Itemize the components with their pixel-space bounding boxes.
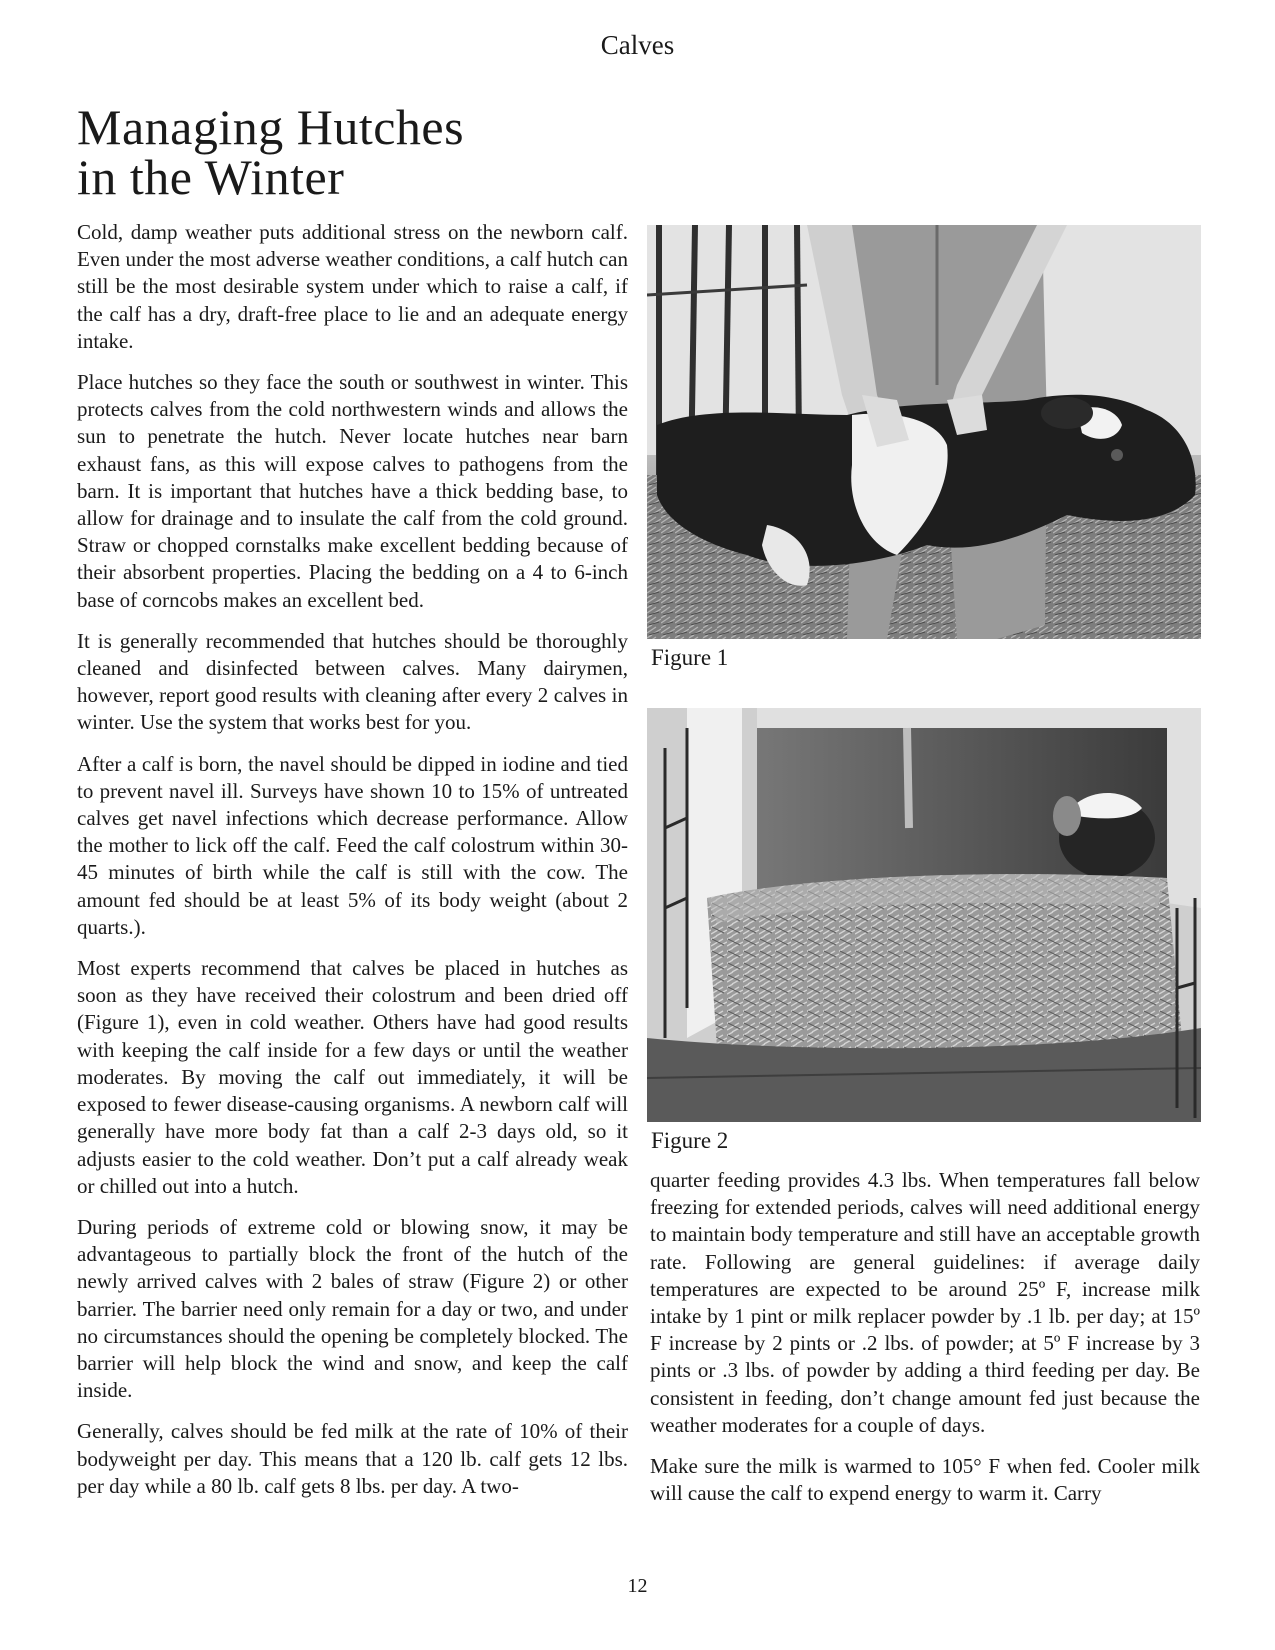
paragraph: After a calf is born, the navel should be dipped in iodine and tied to prevent navel ill. Surveys have shown 10 to 15% of untreated calves get navel infections which decrease performance. Allow the mother to lick off the calf. Feed the calf colostrum within 30-45 minutes of birth while the calf is still with the cow. The amount fed should be at least 5% of its body weight (about 2 quarts.). (77, 751, 628, 939)
running-head: Calves (600, 30, 675, 60)
figure-1 (647, 225, 1201, 671)
figure-2-caption: Figure 2 (651, 1128, 729, 1153)
paragraph: It is generally recommended that hutches should be thoroughly cleaned and disinfected between calves. Many dairymen, however, report good results with cleaning after every 2 calves in winter. Use the system that works best for you. (77, 628, 628, 735)
figure-2 (647, 708, 1201, 1154)
paragraph: Cold, damp weather puts additional stress on the newborn calf. Even under the most adverse weather conditions, a calf hutch can still be the most desirable system under which to raise a calf, if the calf has a dry, draft-free place to lie and an adequate energy intake. (77, 220, 628, 353)
left-column (77, 219, 628, 1514)
figure-1-photo (647, 225, 1201, 639)
paragraph: quarter feeding provides 4.3 lbs. When temperatures fall below freezing for extended periods, calves will need additional energy to maintain body temperature and still have an acceptable growth rate. Following are general guidelines: if average daily temperatures are expected to be around 25º F, increase milk intake by 1 pint or milk replacer powder by .1 lb. per day; at 15º F increase by 2 pints or .2 lbs. of powder; at 5º F increase by 3 pints or .3 lbs. of powder by adding a third feeding per day. Be consistent in feeding, don’t change amount fed just because the weather moderates for a couple of days. (650, 1168, 1200, 1437)
title-line-2: in the Winter (77, 149, 345, 205)
paragraph: Generally, calves should be fed milk at the rate of 10% of their bodyweight per day. This means that a 120 lb. calf gets 12 lbs. per day while a 80 lb. calf gets 8 lbs. per day. A two- (77, 1419, 628, 1498)
title-line-1: Managing Hutches (77, 99, 465, 155)
page-title (77, 99, 465, 205)
figure-1-caption: Figure 1 (651, 645, 729, 670)
paragraph: Make sure the milk is warmed to 105° F when fed. Cooler milk will cause the calf to expend energy to warm it. Carry (650, 1454, 1200, 1506)
page-number: 12 (627, 1575, 648, 1597)
paragraph: Place hutches so they face the south or southwest in winter. This protects calves from the cold northwestern winds and allows the sun to penetrate the hutch. Never locate hutches near barn exhaust fans, as this will expose calves to pathogens from the barn. It is important that hutches have a thick bedding base, to allow for drainage and to insulate the calf from the cold ground. Straw or chopped cornstalks make excellent bedding because of their absorbent properties. Placing the bedding on a 4 to 6-inch base of corncobs makes an excellent bed. (77, 370, 628, 612)
right-column (650, 1167, 1200, 1521)
figure-2-photo (647, 708, 1201, 1122)
paragraph: Most experts recommend that calves be placed in hutches as soon as they have received their colostrum and been dried off (Figure 1), even in cold weather. Others have had good results with keeping the calf inside for a few days or until the weather moderates. By moving the calf out immediately, it will be exposed to fewer disease-causing organisms. A newborn calf will generally have more body fat than a calf 2-3 days old, so it adjusts easier to the cold weather. Don’t put a calf already weak or chilled out into a hutch. (77, 956, 628, 1198)
paragraph: During periods of extreme cold or blowing snow, it may be advantageous to partially block the front of the hutch of the newly arrived calves with 2 bales of straw (Figure 2) or other barrier. The barrier need only remain for a day or two, and under no circumstances should the opening be completely blocked. The barrier will help block the wind and snow, and keep the calf inside. (77, 1214, 628, 1403)
